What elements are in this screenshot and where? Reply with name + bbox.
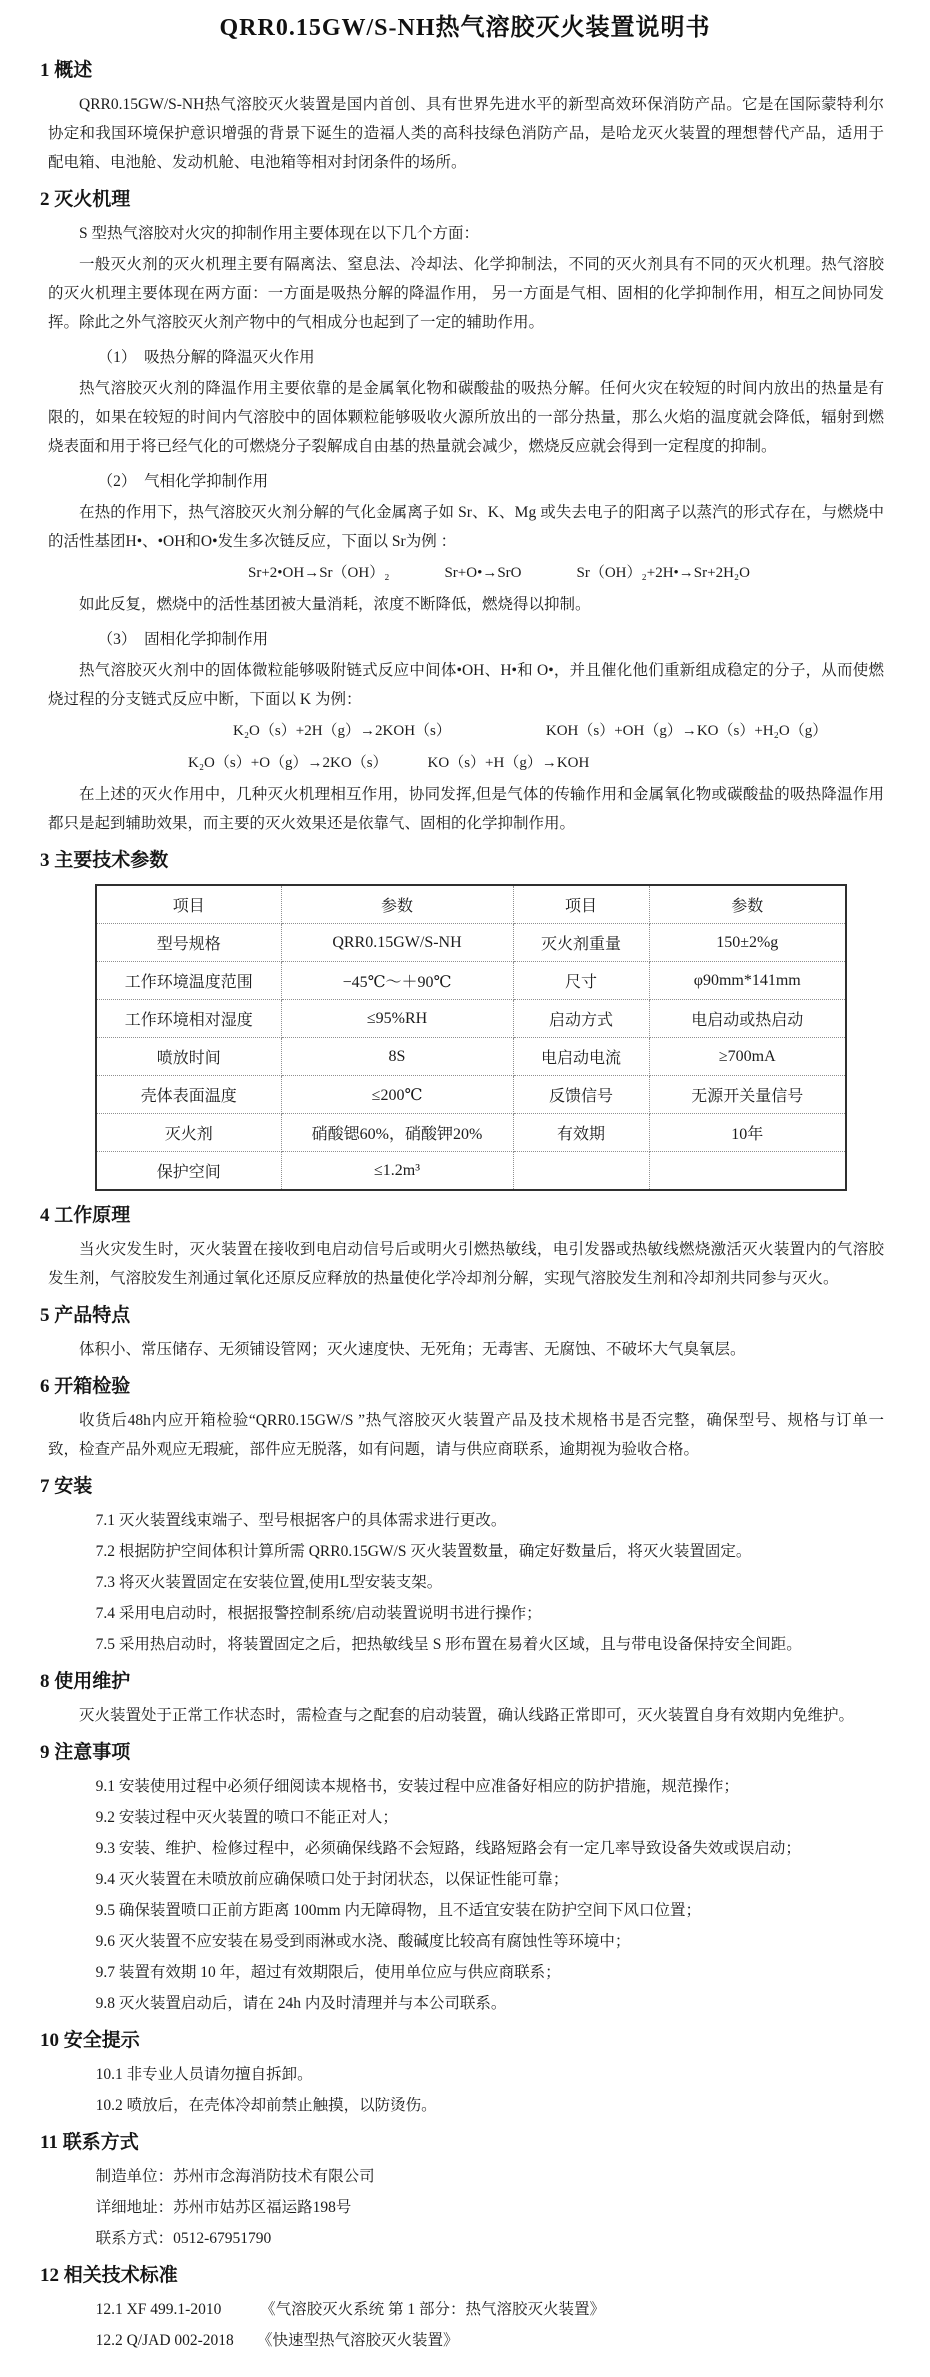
equation: Sr+O•→SrO	[444, 565, 522, 581]
section-10-heading: 10 安全提示	[40, 2030, 140, 2051]
table-header-row	[96, 885, 846, 924]
table-cell: 电启动电流	[513, 1038, 649, 1076]
table-row	[96, 1038, 846, 1076]
section-6-heading: 6 开箱检验	[40, 1376, 131, 1397]
list-item: 9.5 确保装置喷口正前方距离 100mm 内无障碍物，且不适宜安装在防护空间下风口位置；	[95, 1902, 701, 1919]
list-item: 7.1 灭火装置线束端子、型号根据客户的具体需求进行更改。	[95, 1512, 507, 1529]
section-3-heading: 3 主要技术参数	[40, 850, 169, 871]
paragraph: QRR0.15GW/S-NH热气溶胶灭火装置是国内首创、具有世界先进水平的新型高效环保消防产品。它是在国际蒙特利尔协定和我国环境保护意识增强的背景下诞生的造福人类的高科技绿色消防产品，是哈龙灭火装置的理想替代产品，适用于配电箱、电池舱、发动机舱、电池箱等相对封闭条件的场所。	[48, 96, 884, 171]
table-cell: QRR0.15GW/S-NH	[281, 924, 513, 962]
section-2-heading: 2 灭火机理	[40, 189, 131, 210]
paragraph: 热气溶胶灭火剂中的固体微粒能够吸附链式反应中间体•OH、H•和 O•，并且催化他们重新组成稳定的分子，从而使燃烧过程的分支链式反应中断，下面以 K 为例：	[48, 662, 884, 708]
table-cell: 硝酸锶60%，硝酸钾20%	[281, 1114, 513, 1152]
table-cell: 灭火剂重量	[513, 924, 649, 962]
table-cell: 150±2%g	[649, 924, 846, 962]
subsection-2-3-heading: （3） 固相化学抑制作用	[97, 631, 269, 648]
paragraph: 体积小、常压储存、无须铺设管网；灭火速度快、无死角；无毒害、无腐蚀、不破坏大气臭氧层。	[79, 1341, 746, 1358]
table-cell: 壳体表面温度	[96, 1076, 281, 1114]
list-item: 10.2 喷放后，在壳体冷却前禁止触摸，以防烫伤。	[95, 2097, 437, 2114]
paragraph: S 型热气溶胶对火灾的抑制作用主要体现在以下几个方面：	[79, 225, 479, 242]
table-cell: 电启动或热启动	[649, 1000, 846, 1038]
table-cell: 喷放时间	[96, 1038, 281, 1076]
table-header-cell: 参数	[281, 885, 513, 924]
equation: Sr（OH）₂+2H•→Sr+2H₂O	[576, 565, 750, 581]
table-cell: 工作环境相对湿度	[96, 1000, 281, 1038]
table-row	[96, 1000, 846, 1038]
table-row	[96, 962, 846, 1000]
paragraph: 在热的作用下，热气溶胶灭火剂分解的气化金属离子如 Sr、K、Mg 或失去电子的阳离子以蒸汽的形式存在，与燃烧中的活性基团H•、•OH和O•发生多次链反应，下面以 Sr为例 ：	[48, 504, 884, 550]
table-cell: 工作环境温度范围	[96, 962, 281, 1000]
list-item: 9.7 装置有效期 10 年，超过有效期限后，使用单位应与供应商联系；	[95, 1964, 561, 1981]
table-cell	[649, 1152, 846, 1191]
equation-row	[48, 558, 884, 588]
section-11-heading: 11 联系方式	[40, 2132, 139, 2153]
table-cell: 尺寸	[513, 962, 649, 1000]
contact-manufacturer: 制造单位：苏州市念海消防技术有限公司	[95, 2168, 375, 2185]
equation: K₂O（s）+O（g）→2KO（s）	[188, 755, 388, 771]
list-item: 7.4 采用电启动时，根据报警控制系统/启动装置说明书进行操作；	[95, 1605, 542, 1622]
section-8-heading: 8 使用维护	[40, 1671, 131, 1692]
table-cell: ≥700mA	[649, 1038, 846, 1076]
table-cell: φ90mm*141mm	[649, 962, 846, 1000]
list-item: 12.2 Q/JAD 002-2018 《快速型热气溶胶灭火装置》	[95, 2332, 459, 2349]
paragraph: 当火灾发生时，灭火装置在接收到电启动信号后或明火引燃热敏线，电引发器或热敏线燃烧激活灭火装置内的气溶胶发生剂，气溶胶发生剂通过氧化还原反应释放的热量使化学冷却剂分解，实现气溶胶发生剂和冷却剂共同参与灭火。	[48, 1241, 884, 1287]
subsection-2-1-heading: （1） 吸热分解的降温灭火作用	[97, 349, 315, 366]
list-item: 9.2 安装过程中灭火装置的喷口不能正对人；	[95, 1809, 398, 1826]
list-item: 9.6 灭火装置不应安装在易受到雨淋或水浇、酸碱度比较高有腐蚀性等环境中；	[95, 1933, 631, 1950]
table-cell	[513, 1152, 649, 1191]
list-item: 9.3 安装、维护、检修过程中，必须确保线路不会短路，线路短路会有一定几率导致设备失效或误启动；	[95, 1840, 801, 1857]
paragraph: 收货后48h内应开箱检验“QRR0.15GW/S ”热气溶胶灭火装置产品及技术规格书是否完整，确保型号、规格与订单一致，检查产品外观应无瑕疵，部件应无脱落，如有问题，请与供应商联系，逾期视为验收合格。	[48, 1412, 884, 1458]
paragraph: 灭火装置处于正常工作状态时，需检查与之配套的启动装置，确认线路正常即可，灭火装置自身有效期内免维护。	[79, 1707, 855, 1724]
section-1-heading: 1 概述	[40, 60, 93, 81]
section-5-heading: 5 产品特点	[40, 1305, 131, 1326]
table-cell: ≤1.2m³	[281, 1152, 513, 1191]
list-item: 9.1 安装使用过程中必须仔细阅读本规格书，安装过程中应准备好相应的防护措施，规范操作；	[95, 1778, 739, 1795]
document-title: QRR0.15GW/S-NH热气溶胶灭火装置说明书	[219, 15, 711, 41]
table-row	[96, 924, 846, 962]
table-cell: 型号规格	[96, 924, 281, 962]
table-cell: 8S	[281, 1038, 513, 1076]
equation: KOH（s）+OH（g）→KO（s）+H₂O（g）	[545, 723, 828, 739]
list-item: 9.8 灭火装置启动后，请在 24h 内及时清理并与本公司联系。	[95, 1995, 507, 2012]
table-cell: 反馈信号	[513, 1076, 649, 1114]
table-cell: 有效期	[513, 1114, 649, 1152]
table-cell: 10年	[649, 1114, 846, 1152]
tech-params-table	[95, 884, 847, 1191]
equation: Sr+2•OH→Sr（OH）₂	[248, 565, 390, 581]
table-cell: 保护空间	[96, 1152, 281, 1191]
section-9-heading: 9 注意事项	[40, 1742, 131, 1763]
list-item: 7.5 采用热启动时，将装置固定之后，把热敏线呈 S 形布置在易着火区域，且与带电设备保持安全间距。	[95, 1636, 802, 1653]
table-cell: 无源开关量信号	[649, 1076, 846, 1114]
table-cell: ≤200℃	[281, 1076, 513, 1114]
equation-row	[48, 748, 884, 778]
section-12-heading: 12 相关技术标准	[40, 2265, 178, 2286]
table-header-cell: 项目	[96, 885, 281, 924]
table-header-cell: 参数	[649, 885, 846, 924]
list-item: 9.4 灭火装置在未喷放前应确保喷口处于封闭状态，以保证性能可靠；	[95, 1871, 569, 1888]
table-row	[96, 1152, 846, 1191]
table-cell: 启动方式	[513, 1000, 649, 1038]
section-7-heading: 7 安装	[40, 1476, 93, 1497]
paragraph: 一般灭火剂的灭火机理主要有隔离法、窒息法、冷却法、化学抑制法，不同的灭火剂具有不同的灭火机理。热气溶胶的灭火机理主要体现在两方面：一方面是吸热分解的降温作用， 另一方面是气相、固相的化学抑制作用，相互之间协同发挥。除此之外气溶胶灭火剂产物中的气相成分也起到了一定的辅助作用。	[48, 256, 884, 331]
paragraph: 如此反复，燃烧中的活性基团被大量消耗，浓度不断降低，燃烧得以抑制。	[79, 596, 591, 613]
table-header-cell: 项目	[513, 885, 649, 924]
table-cell: ≤95%RH	[281, 1000, 513, 1038]
list-item: 10.1 非专业人员请勿擅自拆卸。	[95, 2066, 313, 2083]
paragraph: 在上述的灭火作用中，几种灭火机理相互作用，协同发挥,但是气体的传输作用和金属氧化物或碳酸盐的吸热降温作用都只是起到辅助效果，而主要的灭火效果还是依靠气、固相的化学抑制作用。	[48, 786, 884, 832]
equation-row	[48, 716, 884, 746]
subsection-2-2-heading: （2） 气相化学抑制作用	[97, 473, 269, 490]
table-row	[96, 1114, 846, 1152]
list-item: 7.3 将灭火装置固定在安装位置,使用L型安装支架。	[95, 1574, 443, 1591]
equation: K₂O（s）+2H（g）→2KOH（s）	[233, 723, 451, 739]
equation: KO（s）+H（g）→KOH	[427, 755, 590, 771]
list-item: 7.2 根据防护空间体积计算所需 QRR0.15GW/S 灭火装置数量，确定好数量后，将灭火装置固定。	[95, 1543, 752, 1560]
table-cell: 灭火剂	[96, 1114, 281, 1152]
list-item: 12.1 XF 499.1-2010 《气溶胶灭火系统 第 1 部分：热气溶胶灭火装置》	[95, 2301, 605, 2318]
contact-phone: 联系方式：0512-67951790	[95, 2230, 272, 2247]
table-row	[96, 1076, 846, 1114]
paragraph: 热气溶胶灭火剂的降温作用主要依靠的是金属氧化物和碳酸盐的吸热分解。任何火灾在较短的时间内放出的热量是有限的，如果在较短的时间内气溶胶中的固体颗粒能够吸收火源所放出的一部分热量，那么火焰的温度就会降低，辐射到燃烧表面和用于将已经气化的可燃烧分子裂解成自由基的热量就会减少，燃烧反应就会得到一定程度的抑制。	[48, 380, 884, 455]
table-cell: −45℃～＋90℃	[281, 962, 513, 1000]
section-4-heading: 4 工作原理	[40, 1205, 131, 1226]
contact-address: 详细地址：苏州市姑苏区福运路198号	[95, 2199, 352, 2216]
